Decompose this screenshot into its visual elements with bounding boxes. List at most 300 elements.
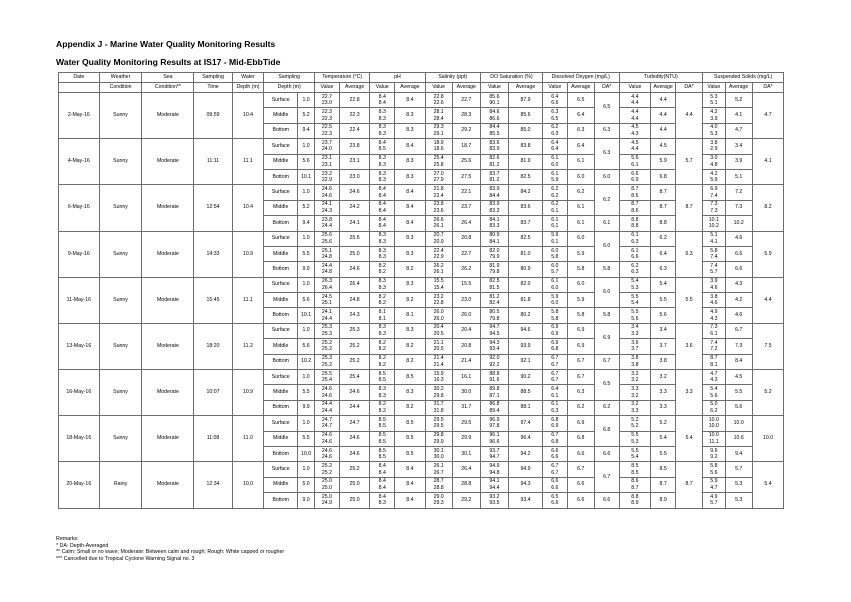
ph-values	[370, 493, 395, 508]
turbidity-da: 5.5	[676, 277, 703, 323]
ph-values	[370, 323, 395, 338]
temperature-values	[315, 108, 340, 123]
sampling-time-cell: 18:20	[194, 323, 232, 369]
dissolved-oxygen-da: 6.9	[594, 323, 619, 354]
temperature-values-reading: 24.8	[321, 254, 333, 261]
suspended-solids-values	[703, 323, 726, 338]
turbidity-values-reading: 8.8	[631, 223, 639, 230]
salinity-values-reading: 29.1	[433, 130, 444, 137]
salinity-values-reading: 26.2	[433, 262, 444, 269]
suspended-solids-values	[703, 200, 726, 215]
salinity-average: 29.2	[452, 493, 480, 508]
dissolved-oxygen-values-reading: 6.2	[551, 201, 559, 208]
dissolved-oxygen-values	[542, 216, 567, 231]
do-saturation-values-reading: 94.1	[489, 478, 500, 485]
sea-condition-cell: Moderate	[142, 370, 194, 416]
suspended-solids-values-reading: 5.4	[710, 386, 718, 393]
temperature-values	[315, 93, 340, 108]
sea-condition-cell: Moderate	[142, 462, 194, 508]
do-saturation-values	[480, 385, 508, 400]
ph-values	[370, 200, 395, 215]
salinity-average: 29.5	[452, 416, 480, 431]
temperature-values-reading: 23.7	[321, 139, 333, 146]
do-saturation-values-reading: 83.3	[489, 207, 500, 214]
salinity-values-reading: 21.8	[433, 185, 444, 192]
sampling-depth-cell: 1.0	[298, 462, 315, 477]
do-saturation-values	[480, 262, 508, 277]
temperature-values-reading: 24.6	[321, 432, 333, 439]
dissolved-oxygen-average: 6.6	[567, 446, 594, 461]
ph-values-reading: 8.5	[378, 370, 386, 377]
dissolved-oxygen-values-reading: 6.0	[551, 284, 559, 291]
do-saturation-values-reading: 90.1	[489, 100, 500, 107]
turbidity-values	[619, 416, 651, 431]
suspended-solids-values-reading: 5.9	[710, 478, 718, 485]
temperature-values	[315, 308, 340, 323]
suspended-solids-values-reading: 3.9	[710, 115, 718, 122]
dissolved-oxygen-da: 6.8	[594, 416, 619, 447]
salinity-average: 28.8	[452, 477, 480, 492]
suspended-solids-da: 5.4	[752, 462, 784, 508]
dissolved-oxygen-values-reading: 6.0	[551, 300, 559, 307]
do-saturation-values-reading: 81.2	[489, 177, 500, 184]
suspended-solids-values-reading: 5.0	[710, 401, 718, 408]
temperature-average: 24.4	[339, 400, 369, 415]
ph-values	[370, 277, 395, 292]
dissolved-oxygen-values-reading: 6.2	[551, 124, 559, 131]
temperature-values-reading: 22.9	[321, 177, 333, 184]
ph-average: 8.2	[395, 400, 425, 415]
suspended-solids-values-reading: 7.4	[710, 339, 718, 346]
dissolved-oxygen-values	[542, 93, 567, 108]
dissolved-oxygen-values	[542, 431, 567, 446]
turbidity-average: 8.7	[651, 477, 676, 492]
suspended-solids-values-reading: 3.9	[710, 278, 718, 285]
suspended-solids-values	[703, 277, 726, 292]
turbidity-values-reading: 4.4	[631, 100, 639, 107]
col-water: Water	[232, 73, 264, 83]
sampling-level-cell: Bottom	[264, 493, 298, 508]
dissolved-oxygen-values-reading: 6.1	[551, 170, 559, 177]
dissolved-oxygen-values	[542, 293, 567, 308]
salinity-average: 20.4	[452, 323, 480, 338]
do-saturation-values-reading: 92.0	[489, 355, 500, 362]
salinity-values	[425, 323, 452, 338]
temperature-average: 24.2	[339, 200, 369, 215]
salinity-average: 21.4	[452, 354, 480, 369]
ph-average: 8.5	[395, 431, 425, 446]
dissolved-oxygen-values-reading: 6.6	[551, 478, 559, 485]
temperature-values-reading: 24.6	[321, 386, 333, 393]
do-saturation-values-reading: 84.1	[489, 216, 500, 223]
ph-values-reading: 8.2	[378, 293, 386, 300]
ph-values-reading: 8.3	[378, 115, 386, 122]
dissolved-oxygen-values-reading: 6.1	[551, 238, 559, 245]
dissolved-oxygen-values-reading: 6.0	[551, 247, 559, 254]
sampling-depth-cell: 10.2	[298, 354, 315, 369]
turbidity-average: 5.6	[651, 308, 676, 323]
do-saturation-values	[480, 200, 508, 215]
do-saturation-average: 88.1	[509, 400, 543, 415]
suspended-solids-values-reading: 4.1	[710, 238, 718, 245]
subhead: Value	[425, 83, 452, 93]
weather-cell: Sunny	[99, 370, 142, 416]
sampling-depth-cell: 10.1	[298, 308, 315, 323]
salinity-average: 20.8	[452, 339, 480, 354]
suspended-solids-values	[703, 154, 726, 169]
suspended-solids-values-reading: 2.9	[710, 146, 718, 153]
dissolved-oxygen-values-reading: 5.8	[551, 309, 559, 316]
do-saturation-values	[480, 154, 508, 169]
ph-values	[370, 308, 395, 323]
salinity-values-reading: 27.9	[433, 177, 444, 184]
turbidity-values-reading: 5.6	[631, 155, 639, 162]
dissolved-oxygen-values-reading: 6.0	[551, 262, 559, 269]
ph-values-reading: 8.2	[378, 346, 386, 353]
ph-average: 8.4	[395, 493, 425, 508]
date-cell: 13-May-16	[59, 323, 100, 369]
turbidity-values	[619, 477, 651, 492]
ph-average: 8.3	[395, 277, 425, 292]
ph-average: 8.5	[395, 416, 425, 431]
do-saturation-values-reading: 83.9	[489, 201, 500, 208]
suspended-solids-values	[703, 400, 726, 415]
temperature-values-reading: 25.0	[321, 478, 333, 485]
turbidity-values-reading: 4.4	[631, 93, 639, 100]
dissolved-oxygen-average: 6.4	[567, 139, 594, 154]
temperature-values-reading: 24.4	[321, 223, 333, 230]
salinity-values-reading: 28.4	[433, 115, 444, 122]
ph-average: 8.3	[395, 169, 425, 184]
dissolved-oxygen-values-reading: 6.1	[551, 155, 559, 162]
temperature-values	[315, 416, 340, 431]
salinity-values-reading: 30.0	[433, 454, 444, 461]
turbidity-values-reading: 8.6	[631, 207, 639, 214]
dissolved-oxygen-values-reading: 6.9	[551, 339, 559, 346]
suspended-solids-values-reading: 7.3	[710, 207, 718, 214]
temperature-values-reading: 22.3	[321, 108, 333, 115]
dissolved-oxygen-values-reading: 5.9	[551, 293, 559, 300]
table-row	[59, 416, 807, 431]
do-saturation-values-reading: 85.5	[489, 130, 500, 137]
do-saturation-average: 83.6	[509, 200, 543, 215]
temperature-values-reading: 24.6	[321, 454, 333, 461]
ph-values-reading: 8.5	[378, 438, 386, 445]
dissolved-oxygen-average: 6.0	[567, 169, 594, 184]
salinity-average: 26.2	[452, 262, 480, 277]
dissolved-oxygen-values-reading: 5.7	[551, 269, 559, 276]
ph-average: 8.2	[395, 339, 425, 354]
water-depth-cell: 11.0	[232, 416, 264, 462]
suspended-solids-average: 8.4	[725, 354, 752, 369]
turbidity-values-reading: 8.7	[631, 484, 639, 491]
table-body	[59, 93, 807, 509]
water-quality-table	[58, 72, 807, 509]
turbidity-values	[619, 154, 651, 169]
remarks-heading: Remarks:	[56, 536, 79, 542]
salinity-values-reading: 28.1	[433, 108, 444, 115]
temperature-values	[315, 169, 340, 184]
dissolved-oxygen-values	[542, 277, 567, 292]
salinity-values-reading: 18.9	[433, 139, 444, 146]
temperature-values-reading: 22.7	[321, 93, 333, 100]
salinity-values-reading: 30.1	[433, 447, 444, 454]
suspended-solids-average: 10.0	[725, 416, 752, 431]
turbidity-values-reading: 5.4	[631, 278, 639, 285]
dissolved-oxygen-values-reading: 6.6	[551, 484, 559, 491]
temperature-values-reading: 24.9	[321, 500, 333, 507]
turbidity-values	[619, 231, 651, 246]
do-saturation-values-reading: 79.8	[489, 269, 500, 276]
salinity-values-reading: 29.9	[433, 438, 444, 445]
turbidity-average: 6.4	[651, 246, 676, 261]
dissolved-oxygen-values	[542, 185, 567, 200]
do-saturation-values	[480, 231, 508, 246]
table-row	[59, 277, 807, 292]
sampling-depth-cell: 5.2	[298, 200, 315, 215]
dissolved-oxygen-bottom-value: 5.8	[594, 262, 619, 277]
dissolved-oxygen-values-reading: 6.6	[551, 100, 559, 107]
do-saturation-values-reading: 93.2	[489, 493, 500, 500]
suspended-solids-values	[703, 293, 726, 308]
dissolved-oxygen-average: 6.2	[567, 400, 594, 415]
suspended-solids-values-reading: 7.3	[710, 324, 718, 331]
salinity-values-reading: 29.8	[433, 432, 444, 439]
temperature-values	[315, 231, 340, 246]
do-saturation-average: 97.4	[509, 416, 543, 431]
suspended-solids-values-reading: 6.9	[710, 185, 718, 192]
suspended-solids-da: 4.1	[752, 139, 784, 185]
do-saturation-values-reading: 83.9	[489, 146, 500, 153]
turbidity-average: 4.4	[651, 93, 676, 108]
salinity-values	[425, 169, 452, 184]
weather-cell: Sunny	[99, 416, 142, 462]
turbidity-average: 5.9	[651, 154, 676, 169]
ph-values-reading: 8.5	[378, 432, 386, 439]
do-saturation-values-reading: 81.2	[489, 293, 500, 300]
suspended-solids-values	[703, 493, 726, 508]
sampling-depth-cell: 9.9	[298, 400, 315, 415]
ph-values-reading: 8.4	[378, 216, 386, 223]
water-depth-cell: 10.4	[232, 93, 264, 139]
do-saturation-average: 85.0	[509, 123, 543, 138]
salinity-values	[425, 139, 452, 154]
suspended-solids-da: 4.4	[752, 277, 784, 323]
salinity-average: 26.4	[452, 216, 480, 231]
temperature-values-reading: 23.1	[321, 161, 333, 168]
salinity-values-reading: 29.3	[433, 500, 444, 507]
dissolved-oxygen-average: 5.8	[567, 262, 594, 277]
salinity-values-reading: 23.2	[433, 293, 444, 300]
ph-values-reading: 8.5	[378, 377, 386, 384]
temperature-values-reading: 24.7	[321, 416, 333, 423]
turbidity-da: 3.6	[676, 323, 703, 369]
dissolved-oxygen-values-reading: 6.1	[551, 392, 559, 399]
sampling-level-cell: Bottom	[264, 446, 298, 461]
temperature-values-reading: 24.3	[321, 207, 333, 214]
dissolved-oxygen-values-reading: 6.6	[551, 454, 559, 461]
do-saturation-values-reading: 94.7	[489, 454, 500, 461]
water-depth-cell: 11.2	[232, 323, 264, 369]
dissolved-oxygen-bottom-value: 5.8	[594, 308, 619, 323]
suspended-solids-values	[703, 462, 726, 477]
sampling-level-cell: Surface	[264, 416, 298, 431]
salinity-values-reading: 26.1	[433, 462, 444, 469]
ph-values-reading: 8.5	[378, 146, 386, 153]
dissolved-oxygen-values-reading: 6.9	[551, 324, 559, 331]
turbidity-values-reading: 3.2	[631, 401, 639, 408]
suspended-solids-values-reading: 4.8	[710, 161, 718, 168]
sampling-level-cell: Bottom	[264, 169, 298, 184]
salinity-average: 29.2	[452, 123, 480, 138]
salinity-values-reading: 29.3	[433, 124, 444, 131]
temperature-values	[315, 216, 340, 231]
turbidity-values	[619, 400, 651, 415]
salinity-values	[425, 308, 452, 323]
ph-values-reading: 8.2	[378, 339, 386, 346]
ph-values	[370, 477, 395, 492]
ph-average: 8.3	[395, 323, 425, 338]
sea-condition-cell: Moderate	[142, 277, 194, 323]
do-saturation-values	[480, 477, 508, 492]
temperature-values	[315, 185, 340, 200]
salinity-values	[425, 400, 452, 415]
sampling-level-cell: Bottom	[264, 400, 298, 415]
weather-cell: Sunny	[99, 139, 142, 185]
temperature-average: 24.1	[339, 216, 369, 231]
turbidity-values-reading: 5.4	[631, 300, 639, 307]
salinity-values	[425, 123, 452, 138]
do-saturation-values	[480, 354, 508, 369]
turbidity-average: 8.5	[651, 462, 676, 477]
suspended-solids-average: 4.3	[725, 277, 752, 292]
ph-average: 8.5	[395, 370, 425, 385]
dissolved-oxygen-values-reading: 6.1	[551, 207, 559, 214]
sampling-depth-cell: 5.5	[298, 431, 315, 446]
suspended-solids-values	[703, 262, 726, 277]
dissolved-oxygen-values-reading: 6.8	[551, 416, 559, 423]
do-saturation-average: 83.8	[509, 139, 543, 154]
ph-average: 8.4	[395, 139, 425, 154]
do-saturation-values-reading: 82.6	[489, 155, 500, 162]
do-saturation-values	[480, 308, 508, 323]
suspended-solids-values-reading: 4.6	[710, 284, 718, 291]
temperature-average: 23.8	[339, 139, 369, 154]
weather-cell: Rainy	[99, 462, 142, 508]
dissolved-oxygen-average: 6.5	[567, 93, 594, 108]
suspended-solids-values-reading: 7.2	[710, 346, 718, 353]
sampling-level-cell: Middle	[264, 154, 298, 169]
dissolved-oxygen-values	[542, 400, 567, 415]
do-saturation-average: 84.2	[509, 185, 543, 200]
sampling-depth-cell: 1.0	[298, 139, 315, 154]
suspended-solids-values-reading: 4.0	[710, 124, 718, 131]
ph-values-reading: 8.3	[378, 161, 386, 168]
dissolved-oxygen-bottom-value: 6.1	[594, 216, 619, 231]
turbidity-average: 8.7	[651, 185, 676, 200]
suspended-solids-average: 5.2	[725, 93, 752, 108]
sea-condition-cell: Moderate	[142, 416, 194, 462]
do-saturation-values-reading: 80.5	[489, 309, 500, 316]
temperature-average: 23.0	[339, 169, 369, 184]
sampling-level-cell: Middle	[264, 246, 298, 261]
do-saturation-average: 80.2	[509, 308, 543, 323]
do-saturation-values-reading: 94.5	[489, 331, 500, 338]
suspended-solids-average: 10.2	[725, 216, 752, 231]
ph-values	[370, 246, 395, 261]
dissolved-oxygen-values	[542, 200, 567, 215]
dissolved-oxygen-average: 6.3	[567, 123, 594, 138]
dissolved-oxygen-values-reading: 6.3	[551, 108, 559, 115]
sampling-level-cell: Middle	[264, 200, 298, 215]
do-saturation-values	[480, 416, 508, 431]
do-saturation-average: 96.4	[509, 431, 543, 446]
suspended-solids-values-reading: 9.2	[710, 454, 718, 461]
col-turbidity: Turbidity(NTU)	[619, 73, 702, 83]
sampling-depth-cell: 1.0	[298, 231, 315, 246]
sampling-level-cell: Surface	[264, 93, 298, 108]
ph-values-reading: 8.3	[378, 392, 386, 399]
dissolved-oxygen-values	[542, 416, 567, 431]
do-saturation-values-reading: 96.6	[489, 438, 500, 445]
turbidity-values-reading: 5.3	[631, 438, 639, 445]
suspended-solids-average: 5.3	[725, 493, 752, 508]
do-saturation-values	[480, 400, 508, 415]
do-saturation-values-reading: 91.6	[489, 377, 500, 384]
suspended-solids-average: 6.7	[725, 323, 752, 338]
date-cell: 9-May-16	[59, 231, 100, 277]
ph-values-reading: 8.4	[378, 93, 386, 100]
do-saturation-values-reading: 86.6	[489, 115, 500, 122]
suspended-solids-average: 5.7	[725, 462, 752, 477]
do-saturation-average: 81.8	[509, 293, 543, 308]
dissolved-oxygen-values	[542, 370, 567, 385]
turbidity-values-reading: 3.2	[631, 392, 639, 399]
do-saturation-average: 85.6	[509, 108, 543, 123]
date-cell: 18-May-16	[59, 416, 100, 462]
ph-values	[370, 93, 395, 108]
suspended-solids-values-reading: 4.7	[710, 484, 718, 491]
salinity-values	[425, 277, 452, 292]
turbidity-da: 6.3	[676, 231, 703, 277]
sea-condition-cell: Moderate	[142, 139, 194, 185]
do-saturation-average: 82.0	[509, 277, 543, 292]
ph-values-reading: 8.4	[378, 493, 386, 500]
do-saturation-values-reading: 96.9	[489, 416, 500, 423]
do-saturation-average: 80.9	[509, 262, 543, 277]
dissolved-oxygen-values-reading: 6.2	[551, 185, 559, 192]
turbidity-values	[619, 446, 651, 461]
turbidity-values-reading: 6.6	[631, 170, 639, 177]
temperature-values-reading: 24.1	[321, 201, 333, 208]
turbidity-values	[619, 385, 651, 400]
dissolved-oxygen-values-reading: 5.8	[551, 315, 559, 322]
turbidity-average: 3.3	[651, 385, 676, 400]
suspended-solids-average: 4.6	[725, 231, 752, 246]
do-saturation-values-reading: 86.8	[489, 401, 500, 408]
turbidity-values-reading: 8.6	[631, 192, 639, 199]
suspended-solids-average: 5.3	[725, 477, 752, 492]
salinity-average: 16.1	[452, 370, 480, 385]
suspended-solids-values-reading: 10.2	[708, 223, 719, 230]
do-saturation-values	[480, 246, 508, 261]
temperature-average: 24.3	[339, 308, 369, 323]
dissolved-oxygen-values-reading: 6.4	[551, 386, 559, 393]
ph-values	[370, 385, 395, 400]
suspended-solids-values-reading: 9.6	[710, 447, 718, 454]
turbidity-values-reading: 6.6	[631, 254, 639, 261]
suspended-solids-values	[703, 370, 726, 385]
